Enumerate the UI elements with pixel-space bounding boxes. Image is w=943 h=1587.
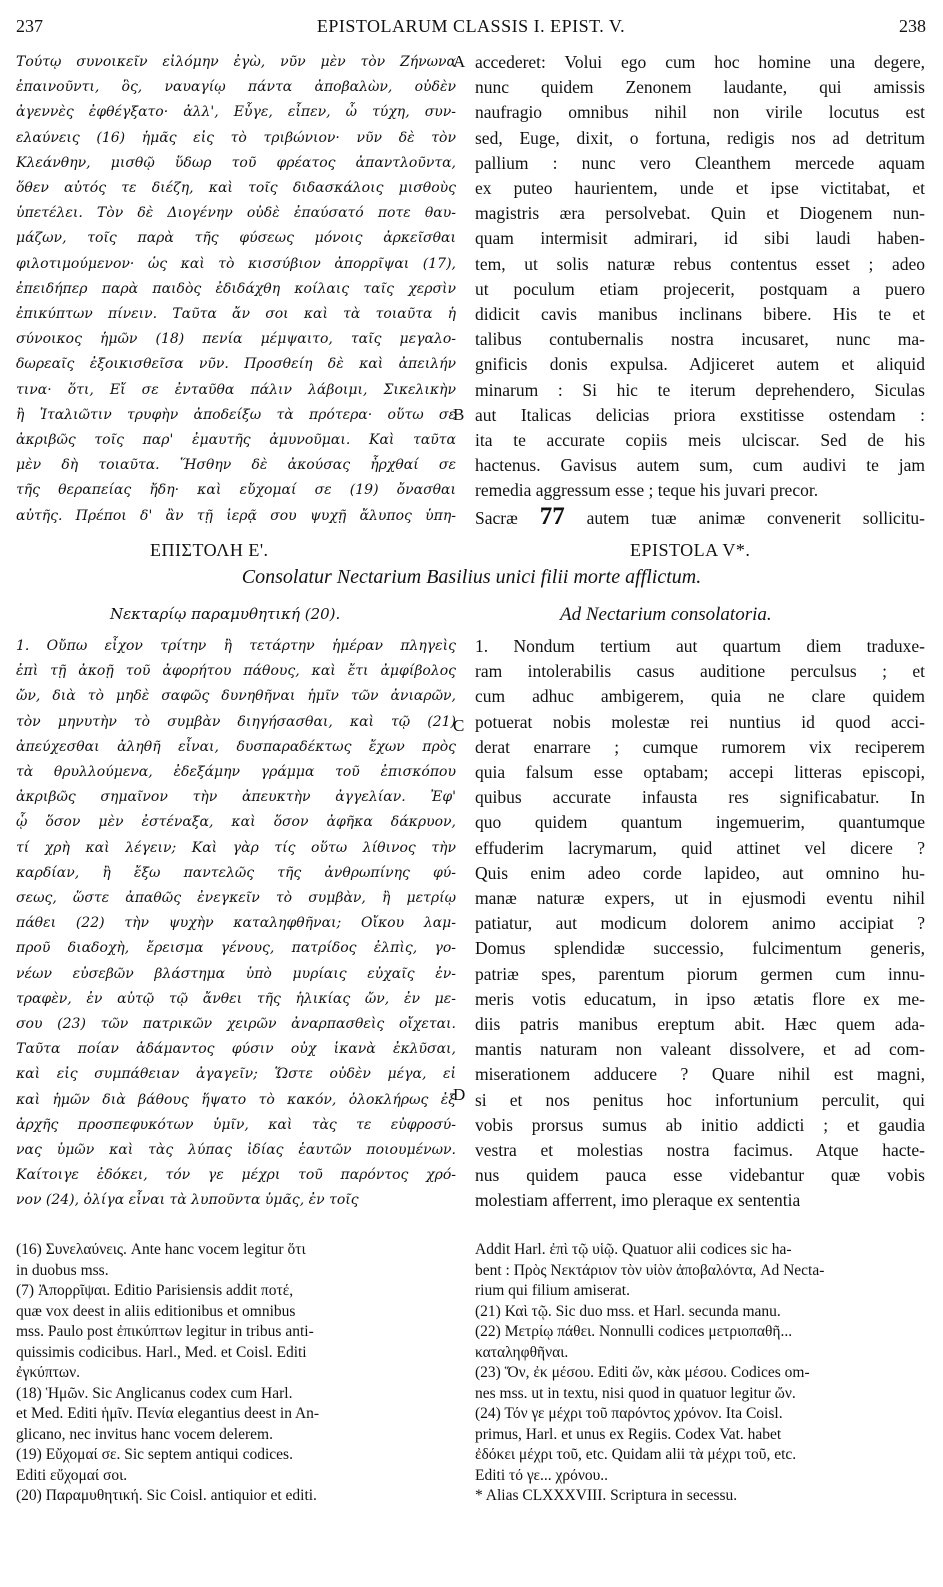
greek-line: μὲν δὴ τοιαῦτα. Ἥσθην δὲ ἀκούσας ἦρχθαί σε (16, 457, 456, 474)
latin-line: quo quidem quantum ingemuerim, quantumque (475, 812, 925, 833)
greek-epistle-title: ΕΠΙΣΤΟΛΗ Ε'. (150, 540, 269, 560)
greek-line: καρδίαν, ἢ ἔξω παντελῶς τῆς ἀνθρωπίνης φύ- (16, 864, 456, 881)
latin-line: molestiam afferrent, imo pleraque ex sententia (475, 1190, 801, 1211)
greek-line: καὶ ἡμῶν διὰ βάθους ἥψατο τὸ κακόν, ὁλοκλήρως ἐξ (16, 1091, 456, 1108)
greek-line: Τούτῳ συνοικεῖν εἰλόμην ἐγὼ, νῦν μὲν τὸν Ζήνωνα (16, 54, 456, 70)
latin-word: autem tuæ animæ convenerit sollicitu- (586, 507, 925, 528)
latin-line: ut poculum etiam projecerit, postquam a puero (475, 278, 925, 299)
latin-line: ex puteo haurientem, unde et ipse victitabat, et (475, 178, 925, 199)
greek-line: νέων εὐσεβῶν βλάστημα ὑπὸ μυρίαις εὐχαῖς ἐν- (16, 965, 456, 982)
greek-line: ἐπικύπτων πίνειν. Ταῦτα ἄν σοι καὶ τὰ τοιαῦτα ἡ (16, 306, 456, 323)
greek-line: ἐπαινοῦντι, ὃς, ναυαγίῳ πάντα ἀποβαλὼν, οὐδὲν (16, 79, 456, 96)
page-number-left: 237 (16, 16, 43, 36)
footnote-line: ἐγκύπτων. (16, 1364, 80, 1381)
greek-line: τῆς θεραπείας ἤδη· καὶ εὔχομαί σε (19) ὄνασθαι (16, 482, 456, 499)
latin-line: sed, Euge, dixit, o fortuna, redigis nos ad detritum (475, 127, 925, 148)
latin-line (475, 504, 925, 530)
latin-line: meris votis educatum, in ipso ætatis flore ex me- (475, 988, 925, 1009)
greek-line: τινα· ὅτι, Εἴ σε ἐνταῦθα πάλιν λάβοιμι, Σικελικὴν (16, 381, 456, 398)
greek-line: τὸν μηνυτὴν τὸ συμβὰν διηγήσασθαι, καὶ τῷ (21) (16, 713, 456, 730)
greek-line: δωρεαῖς ἐξοικισθεῖσα νῦν. Προσθείη δὲ καὶ ἀπειλήν (16, 356, 456, 373)
footnote-line: bent : Πρὸς Νεκτάριον τὸν υἱὸν ἀποβαλόντα, Ad Necta- (475, 1261, 825, 1279)
greek-line: καὶ εἰς συμπάθειαν ἀγαγεῖν; Ὥστε οὐδὲν μέγα, εἰ (16, 1066, 456, 1083)
latin-line: diis patris manibus ereptum abit. Hæc quem ada- (475, 1014, 925, 1035)
latin-line: vobis prorsus sumus ab initio addicti ; et gaudia (475, 1114, 925, 1135)
greek-line: ἐπὶ τῇ ἀκοῇ τοῦ ἀφορήτου πάθους, καὶ ἔτι ἀμφίβολος (16, 663, 456, 680)
latin-line: effuderim lacrymarum, quid attinet vel dicere ? (475, 837, 925, 858)
greek-text-top (16, 50, 456, 530)
footnote-line: et Med. Editi ἡμῖν. Πενία elegantius deest in An- (16, 1405, 320, 1422)
latin-text-body (475, 634, 925, 1224)
greek-line: τί χρὴ καὶ λέγειν; Καὶ γὰρ τίς οὕτω λίθινος τὴν (16, 839, 456, 856)
latin-line: pallium : nunc vero Cleanthem mercede aquam (475, 152, 925, 173)
greek-text-body (16, 634, 456, 1224)
greek-line: σύνοικος ἡμῶν (18) πενία μέμψαιτο, ταῖς μεγαλο- (16, 331, 456, 348)
latin-line: tem, ut solis naturæ rebus contentus esset ; adeo (475, 253, 925, 274)
footnote-line: quæ vox deest in aliis editionibus et omnibus (16, 1302, 296, 1320)
latin-line: vestra et molestias nostra facimus. Atque hacte- (475, 1140, 925, 1161)
greek-line: ελαύνεις (16) ἡμᾶς εἰς τὸ τριβώνιον· νῦν δὲ τὸν (16, 129, 456, 146)
latin-line: gnificis donis expulsa. Adjiceret autem et aliquid (475, 354, 925, 375)
margin-marker-c: C (453, 716, 465, 735)
latin-line: 1. Nondum tertium aut quartum diem traduxe- (475, 636, 925, 656)
footnote-line: glicano, nec invitus hanc vocem delerem. (16, 1425, 273, 1443)
greek-line: ἀκριβῶς σημαῖνον τὴν ἀπευκτὴν ἀγγελίαν. Ἐφ' (16, 789, 456, 806)
greek-line (16, 529, 456, 530)
greek-line: τραφὲν, ἐν αὐτῷ τῷ ἄνθει τῆς ἡλικίας ὤν, ἐν με- (16, 990, 456, 1007)
latin-line: ita te accurate copiis meis ulciscar. Sed de his (475, 430, 925, 451)
greek-line: ἀγεννὲς ἐφθέγξατο· ἀλλ', Εὖγε, εἶπεν, ὦ τύχη, συν- (16, 104, 456, 121)
running-title: EPISTOLARUM CLASSIS I. EPIST. V. (316, 16, 626, 36)
greek-line: μάζων, τοῖς παρὰ τῆς φύσεως μόνοις ἀρκεῖσθαι (16, 230, 456, 247)
footnote-line: rium qui filium amiserat. (475, 1282, 630, 1299)
page-header (16, 14, 926, 42)
greek-line: προῦ διαδοχὴ, ἔρεισμα γένους, πατρίδος ἐλπὶς, γο- (16, 940, 456, 957)
latin-epistle-title: EPISTOLA V*. (630, 540, 751, 560)
greek-line: σεως, ὥστε ἀπαθῶς ἐνεγκεῖν τὸ συμβὰν, ἢ μετρίῳ (16, 890, 456, 907)
latin-line: Quis enim adeo corde lapideo, aut omnino hu- (475, 862, 925, 883)
greek-line: σου (23) τῶν πατρικῶν χειρῶν ἀναρπασθεὶς οἴχεται. (16, 1016, 456, 1033)
greek-line: 1. Οὔπω εἶχον τρίτην ἢ τετάρτην ἡμέραν πληγεὶς (16, 638, 456, 654)
greek-line: Καίτοιγε ἐδόκει, τόν γε μέχρι τοῦ παρόντος χρό- (16, 1167, 456, 1184)
latin-line: hactenus. Gavisus autem sum, cum audivi te jam (475, 455, 925, 476)
latin-line: manæ naturæ expers, ut in ejusmodi eventu nihil (475, 888, 925, 909)
latin-line: aut Italicas delicias priora exstitisse ostendam : (475, 404, 925, 425)
latin-line: minarum : Si hic te iterum deprehendero, Siculas (475, 379, 925, 400)
footnote-line: (23) Ὅν, ἐκ μέσου. Editi ὤν, κὰκ μέσου. Codices om- (475, 1364, 810, 1381)
greek-line: τὰ θρυλλούμενα, ἐδεξάμην γράμμα τοῦ ἐπισκόπου (16, 764, 456, 781)
latin-line: quibus accurate infausta res significabatur. In (475, 787, 925, 808)
latin-line: accederet: Volui ego cum hoc homine una degere, (475, 52, 925, 72)
footnote-line: (20) Παραμυθητική. Sic Coisl. antiquior et editi. (16, 1487, 317, 1504)
footnote-line: Editi τό γε... χρόνου.. (475, 1466, 609, 1484)
column-number: 77 (539, 503, 565, 530)
latin-line: cum adhuc ambigerem, quia ne clare quidem (475, 686, 925, 707)
latin-text-top (475, 50, 925, 530)
page-number-right: 238 (899, 16, 926, 36)
footnote-line: (24) Τόν γε μέχρι τοῦ παρόντος χρόνον. Ita Coisl. (475, 1405, 783, 1422)
footnotes-left (16, 1240, 456, 1507)
footnote-line: quissimis codicibus. Harl., Med. et Coisl. Editi (16, 1343, 307, 1361)
latin-line: potuerat nobis molestæ rei nuntius id quod acci- (475, 711, 925, 732)
footnotes-right (475, 1240, 925, 1507)
latin-subtitle: Ad Nectarium consolatoria. (560, 604, 772, 625)
footnote-line: Addit Harl. ἐπὶ τῷ υἱῷ. Quatuor alii codices sic ha- (475, 1241, 792, 1258)
footnote-line: (21) Καὶ τῷ. Sic duo mss. et Harl. secunda manu. (475, 1302, 781, 1320)
latin-line: remedia aggressum esse ; teque his juvari precor. (475, 480, 819, 501)
greek-line: φιλοτιμούμενον· ὡς καὶ τὸ κισσύβιον ἀπορρῖψαι (17), (16, 255, 456, 272)
greek-subtitle: Νεκταρίῳ παραμυθητική (20). (110, 605, 341, 623)
latin-line: nus quidem pauca esse videbantur quæ vobis (475, 1165, 925, 1186)
greek-line: ὅθεν αὐτός τε διέζη, καὶ τοῖς διδασκάλοις μισθοὺς (16, 180, 456, 197)
greek-line: ἀρχῆς προσπεφυκότων ὑμῖν, καὶ τὰς τε εὐφροσύ- (16, 1116, 456, 1133)
latin-line: talibus contubernalis nostra incusaret, nunc ma- (475, 329, 925, 350)
greek-line: πάθει (22) τὴν ψυχὴν καταληφθῆναι; Οἴκου λαμ- (16, 915, 456, 932)
greek-line: νας ὑμῶν καὶ τὰς λύπας ἰδίας ἑαυτῶν ποιουμένων. (16, 1142, 456, 1159)
margin-marker-b: B (453, 405, 465, 424)
greek-line: ᾧ ὅσον μὲν ἐστέναξα, καὶ ὅσον ἀφῆκα δάκρυον, (16, 814, 456, 831)
footnote-line: mss. Paulo post ἐπικύπτων legitur in tribus anti- (16, 1323, 314, 1340)
margin-marker-a: A (453, 52, 466, 71)
greek-line: Ταῦτα ποίαν ἀδάμαντος φύσιν οὐχ ἱκανὰ ἐκλῦσαι, (16, 1041, 456, 1058)
latin-line: mantis naturam non valeant dissolvere, et ad com- (475, 1039, 925, 1060)
latin-line: magistris æra persolvebat. Quin et Diogenem nun- (475, 203, 925, 224)
footnote-line: (18) Ἡμῶν. Sic Anglicanus codex cum Harl. (16, 1384, 293, 1402)
margin-marker-d: D (453, 1085, 466, 1104)
footnote-line: καταληφθῆναι. (475, 1343, 569, 1361)
footnote-line: (16) Συνελαύνεις. Ante hanc vocem legitur ὅτι (16, 1241, 306, 1258)
greek-line: νον (24), ὀλίγα εἶναι τὰ λυποῦντα ὑμᾶς, ἐν τοῖς (16, 1192, 359, 1209)
latin-line: ram intolerabilis casus auditione perculsus ; et (475, 661, 925, 682)
footnote-line: ἐδόκει μέχρι τοῦ, etc. Quidam alii τὰ μέχρι τοῦ, etc. (475, 1446, 797, 1463)
footnote-line: nes mss. ut in textu, nisi quod in quatuor legitur ὤν. (475, 1384, 796, 1402)
latin-line: miserationem adducere ? Quare nihil est magni, (475, 1064, 925, 1085)
greek-line: ὤν, διὰ τὸ μηδὲ σαφῶς δυνηθῆναι ἡμῖν τῶν ἀνιαρῶν, (16, 688, 456, 705)
latin-line: quia falsum esse optabam; accepi litteras episcopi, (475, 762, 925, 783)
latin-line: naufragio omnibus nihil non virile locutus est (475, 102, 925, 123)
epistle-summary: Consolatur Nectarium Basilius unici filii morte afflictum. (241, 566, 702, 588)
latin-word: Sacræ (475, 507, 518, 528)
footnote-line: Editi εὔχομαί σοι. (16, 1466, 128, 1484)
footnote-line: (22) Μετρίῳ πάθει. Nonnulli codices μετριοπαθῆ... (475, 1323, 793, 1340)
greek-line: ὑπετέλει. Τὸν δὲ Διογένην οὐδὲ ἐπαύσατό ποτε θαυ- (16, 205, 456, 222)
latin-line: patriæ spes, parentum piorum germen cum innu- (475, 963, 925, 984)
greek-line: αὐτῆς. Πρέποι δ' ἂν τῇ ἱερᾷ σου ψυχῇ ἄλυπος ὑπη- (16, 507, 456, 524)
footnote-line: (7) Ἀπορρῖψαι. Editio Parisiensis addit ποτέ, (16, 1282, 294, 1299)
footnote-line: * Alias CLXXXVIII. Scriptura in secessu. (475, 1487, 738, 1504)
greek-line: ἐπειδήπερ παρὰ παιδὸς ἐδιδάχθη κοίλαις ταῖς χερσὶν (16, 280, 456, 297)
greek-line: Κλεάνθην, μισθῷ ὕδωρ τοῦ φρέατος ἀπαντλοῦντα, (16, 154, 456, 171)
latin-line: patiatur, aut modicum dolorem animo accipiat ? (475, 913, 925, 934)
footnote-line: primus, Harl. et unus ex Regiis. Codex Vat. habet (475, 1425, 782, 1443)
footnote-line: (19) Εὔχομαί σε. Sic septem antiqui codices. (16, 1446, 293, 1463)
latin-line: si et nos penitus hoc infortunium perculit, qui (475, 1089, 925, 1110)
latin-line: didicit cavis manibus inclinans bibere. His te et (475, 304, 925, 325)
footnote-line: in duobus mss. (16, 1261, 109, 1279)
latin-line: Domus splendidæ successio, fulcimentum generis, (475, 938, 925, 959)
latin-line: nunc quidem Zenonem laudante, qui amissis (475, 77, 925, 98)
greek-line: ἢ Ἰταλιῶτιν τρυφὴν ἀποδείξω τὰ πρότερα· οὕτω σε (16, 406, 456, 423)
latin-line: derat enarrare ; cumque rumorem vix reciperem (475, 736, 925, 757)
greek-line: ἀπεύχεσθαι ἀληθῆ εἶναι, δυσπαραδέκτως ἔχων πρὸς (16, 738, 456, 755)
latin-line: quam intermisit admirari, id sibi laudi haben- (475, 228, 925, 249)
greek-line: ἀκριβῶς τοῖς παρ' ἐμαυτῆς ἀμυνοῦμαι. Καὶ ταῦτα (16, 432, 456, 449)
